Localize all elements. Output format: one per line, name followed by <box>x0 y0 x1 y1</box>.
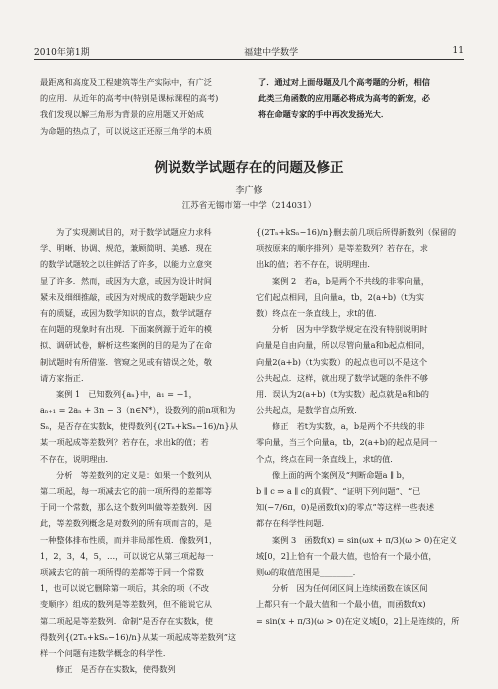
text-line: 项减去它的前一项所得的差都等于同一个常数 <box>40 566 204 577</box>
text-line: 制试题时有所借鉴．管窥之见或有错误之处，敬 <box>40 356 212 367</box>
text-line: 向量是自由向量，所以尽管向量a和b起点相同， <box>256 340 430 351</box>
text-line: 得数列{(2Tₙ+kSₙ−16)/n}从某一项起成等差数列”这 <box>40 631 237 642</box>
header-rule <box>34 59 464 60</box>
text-line: 紧未及细细推敲，或因为对规成的数学题缺少应 <box>40 291 212 302</box>
article-title: 例说数学试题存在的问题及修正 <box>154 160 344 176</box>
text-line: 知(−7/6π，0)是函数f(x)的零点”等这样一些表述 <box>256 502 435 513</box>
text-line: 于同一个常数，那么这个数列叫做等差数列．因 <box>40 502 212 513</box>
text-line: Sₙ，是否存在实数k，使得数列{(2Tₙ+kSₙ−16)/n}从 <box>40 421 238 432</box>
text-line: 上都只有一个最大值和一个最小值，而函数f(x) <box>256 599 426 610</box>
issue-label: 2010年第1期 <box>34 47 90 58</box>
text-line: 公共起点，是数学盲点所致． <box>256 405 363 416</box>
text-line: 个点，终点在同一条直线上，求t的值． <box>256 453 399 464</box>
revision-heading: 修正 若t为实数，a，b是两个不共线的非 <box>272 421 425 432</box>
text-line: 将在命题专家的手中再次发扬光大． <box>258 109 390 120</box>
text-line: 我们发现以解三角形为背景的应用题又开始成 <box>40 109 204 120</box>
text-line: 则ω的取值范围是________． <box>256 566 361 577</box>
text-line: 有的质疑，或因为数学知识的盲点，数学试题存 <box>40 307 212 318</box>
case-heading: 案例 1 已知数列{aₙ}中，a₁ = −1， <box>56 388 197 399</box>
text-line: 为了实现测试目的，对于数学试题应力求科 <box>56 227 212 237</box>
text-line: 了．通过对上面母题及几个高考题的分析，相信 <box>258 77 430 87</box>
text-line: 学、明晰、协调、规范，兼顾简明、美感．现在 <box>40 243 212 254</box>
text-line: 显了许多．然而，或因为大意，或因为设计时间 <box>40 275 212 286</box>
text-line: b ∥ c ⇒ a ∥ c的真假”、“证明下列问题”、“已 <box>256 486 421 496</box>
page-number: 11 <box>452 46 464 56</box>
text-line: 第二项起是等差数列．命制“是否存在实数k，使 <box>40 615 213 626</box>
analysis-heading: 分析 等差数列的定义是：如果一个数列从 <box>56 469 212 480</box>
text-line: 变顺序）组成的数列是等差数列，但不能说它从 <box>40 599 212 610</box>
text-line: {(2Tₙ+kSₙ−16)/n}删去前几项后所得新数列（保留的 <box>256 227 457 237</box>
article-author: 李广修 <box>235 186 263 196</box>
text-line: 样一个问题有违数学概念的科学性． <box>40 647 172 658</box>
text-line: 不存在，说明理由． <box>40 453 114 464</box>
text-line: 域[0，2]上恰有一个最大值，也恰有一个最小值， <box>256 550 437 561</box>
text-line: 某一项起成等差数列？若存在，求出k的值；若 <box>40 437 209 448</box>
text-line: 为命题的热点了，可以说这正还原三角学的本质 <box>40 125 212 136</box>
article-right-column <box>256 224 466 629</box>
text-line: 1，也可以说它删除第一项后，其余的项（不改 <box>40 583 209 594</box>
text-line: 最距离和高度及工程建筑等生产实际中，有广泛 <box>40 77 212 87</box>
text-line: aₙ₊₁ = 2aₙ + 3n − 3（n∈N*），设数列的前n项和为 <box>40 405 236 416</box>
text-line: 请方家指正． <box>40 372 90 383</box>
text-line: 数）终点在一条直线上，求t的值． <box>256 307 383 318</box>
text-line: 拟、调研试卷，解析这些案例的目的是为了在命 <box>40 340 212 351</box>
text-line: 都存在科学性问题． <box>256 518 330 529</box>
text-line: = sin(x + π/3)(ω > 0)在定义域[0，2]上是连续的，所 <box>256 615 460 626</box>
text-line: 此类三角函数的应用题必将成为高考的新宠，必 <box>258 93 430 104</box>
text-line: 零向量，当三个向量a，tb，2(a+b)的起点是同一 <box>256 437 438 448</box>
text-line: 项按原来的顺序排列）是等差数列？若存在，求 <box>256 243 428 254</box>
journal-name: 福建中学数学 <box>244 47 299 58</box>
text-line: 一种整体排布性质，而并非局部性质．像数列1， <box>40 534 218 545</box>
text-line: 的数学试题较之以往鲜活了许多，以能力立意突 <box>40 259 212 270</box>
running-header <box>34 44 464 58</box>
text-line: 1，2，3，4，5，…，可以说它从第三项起每一 <box>40 550 214 561</box>
text-line: 第二项起，每一项减去它的前一项所得的差都等 <box>40 486 212 496</box>
analysis-heading: 分析 因为中学数学规定在没有特别说明时 <box>272 324 428 335</box>
text-line: 公共起点．这样，就出现了数学试题的条件不够 <box>256 372 428 383</box>
case-heading: 案例 2 若a，b是两个不共线的非零向量， <box>272 275 430 286</box>
text-line: 此，等差数列概念是对数列的所有项而言的，是 <box>40 518 212 529</box>
case-heading: 案例 3 函数f(x) = sin(ωx + π/3)(ω > 0)在定义 <box>272 534 457 545</box>
text-line: 在问题的现象时有出现．下面案例源于近年的模 <box>40 324 212 335</box>
prev-article-left-column <box>40 74 246 139</box>
article-left-column <box>40 224 248 677</box>
text-line: 像上面的两个案例及“判断命题a ∥ b， <box>272 469 410 480</box>
text-line: 它们起点相同，且向量a，tb，2(a+b)（t为实 <box>256 291 425 302</box>
revision-heading: 修正 是否存在实数k，使得数列 <box>56 664 176 675</box>
text-line: 向量2(a+b)（t为实数）的起点也可以不是这个 <box>256 356 428 367</box>
analysis-heading: 分析 因为任何闭区间上连续函数在该区间 <box>272 583 428 594</box>
article-affiliation: 江苏省无锡市第一中学（214031） <box>181 201 317 211</box>
text-line: 出k的值；若不存在，说明理由． <box>256 259 376 270</box>
text-line: 的应用．从近年的高考中(特别是课标课程的高考) <box>40 93 219 104</box>
prev-article-right-column <box>258 74 464 123</box>
text-line: 用．误认为2(a+b)（t为实数）起点就是a和b的 <box>256 388 429 399</box>
